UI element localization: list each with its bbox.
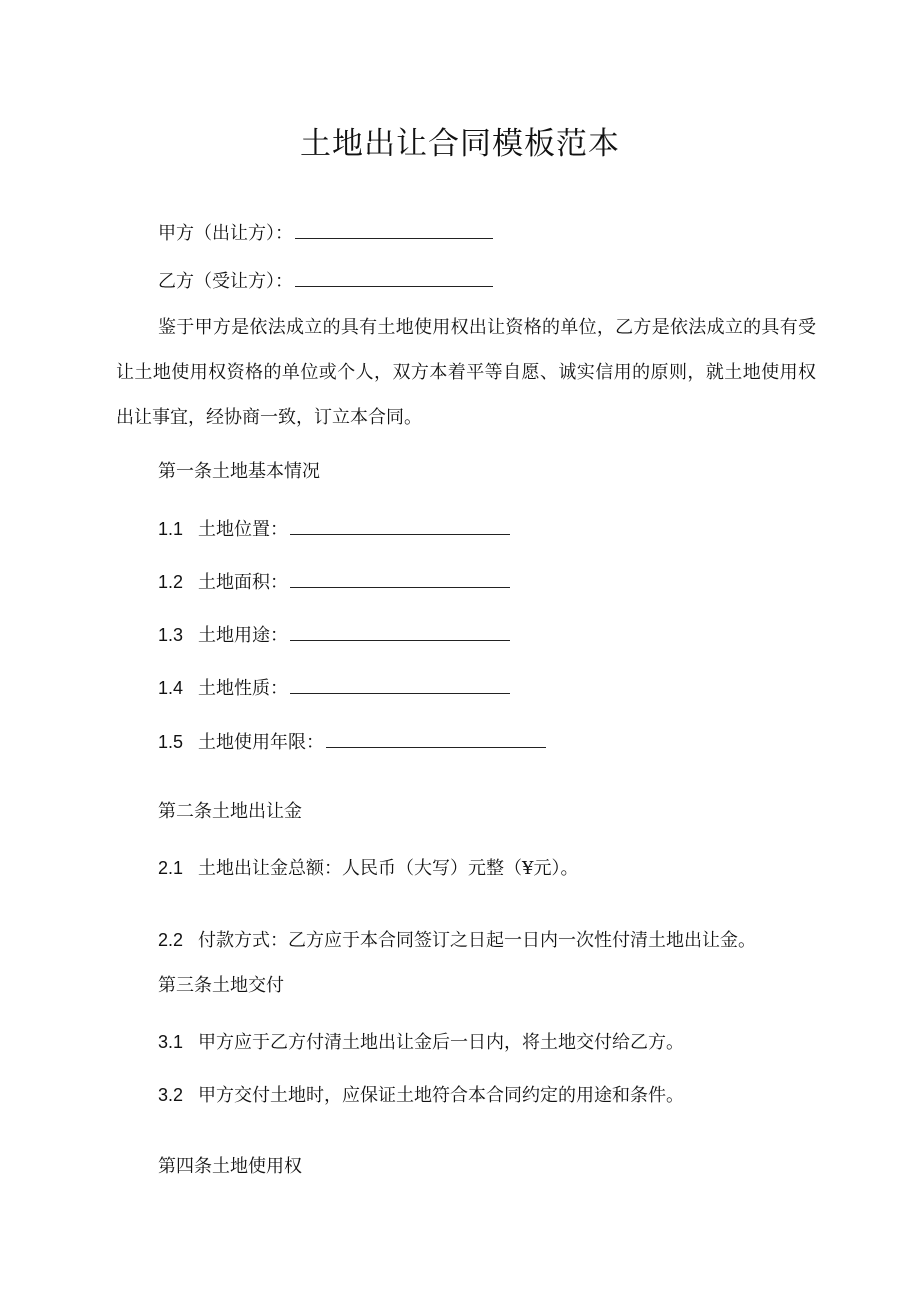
article1-item-3 [158, 622, 510, 648]
article4-heading: 第四条土地使用权 [158, 1156, 302, 1177]
document-title: 土地出让合同模板范本 [300, 126, 620, 162]
land-area-blank[interactable] [290, 569, 510, 588]
party-a-line [158, 220, 493, 246]
article1-item-5 [158, 729, 546, 755]
party-b-line [158, 268, 493, 294]
article2-item-2 [158, 928, 756, 953]
item-label: 土地位置： [198, 519, 288, 540]
party-b-label: 乙方（受让方）： [158, 271, 293, 292]
item-label: 土地性质： [198, 678, 288, 699]
land-use-blank[interactable] [290, 622, 510, 641]
item-text: 土地出让金总额：人民币（大写）元整（¥元）。 [198, 858, 579, 879]
item-text: 甲方应于乙方付清土地出让金后一日内，将土地交付给乙方。 [198, 1032, 684, 1053]
article3-item-1 [158, 1030, 684, 1055]
article3-item-2 [158, 1083, 684, 1108]
item-number: 1.4 [158, 678, 184, 698]
article1-heading: 第一条土地基本情况 [158, 461, 320, 482]
item-number: 2.1 [158, 858, 184, 878]
item-number: 3.2 [158, 1085, 184, 1105]
article2-item-1 [158, 856, 578, 881]
article1-item-1 [158, 516, 510, 542]
article1-item-4 [158, 675, 510, 701]
item-number: 1.2 [158, 572, 184, 592]
item-label: 土地使用年限： [198, 732, 324, 753]
land-nature-blank[interactable] [290, 675, 510, 694]
preamble-paragraph: 鉴于甲方是依法成立的具有土地使用权出让资格的单位，乙方是依法成立的具有受让土地使用权资格的单位或个人，双方本着平等自愿、诚实信用的原则，就土地使用权出让事宜，经协商一致，订立本合同。 [116, 317, 816, 428]
land-term-blank[interactable] [326, 729, 546, 748]
article3-heading: 第三条土地交付 [158, 975, 284, 996]
item-label: 土地用途： [198, 625, 288, 646]
party-a-blank[interactable] [295, 220, 493, 239]
article1-item-2 [158, 569, 510, 595]
party-b-blank[interactable] [295, 268, 493, 287]
item-number: 1.5 [158, 732, 184, 752]
item-number: 1.3 [158, 625, 184, 645]
item-number: 1.1 [158, 519, 184, 539]
item-label: 土地面积： [198, 572, 288, 593]
land-location-blank[interactable] [290, 516, 510, 535]
item-number: 3.1 [158, 1032, 184, 1052]
item-number: 2.2 [158, 930, 184, 950]
item-text: 付款方式：乙方应于本合同签订之日起一日内一次性付清土地出让金。 [198, 930, 756, 951]
party-a-label: 甲方（出让方）： [158, 223, 293, 244]
item-text: 甲方交付土地时，应保证土地符合本合同约定的用途和条件。 [198, 1085, 684, 1106]
article2-heading: 第二条土地出让金 [158, 801, 302, 822]
